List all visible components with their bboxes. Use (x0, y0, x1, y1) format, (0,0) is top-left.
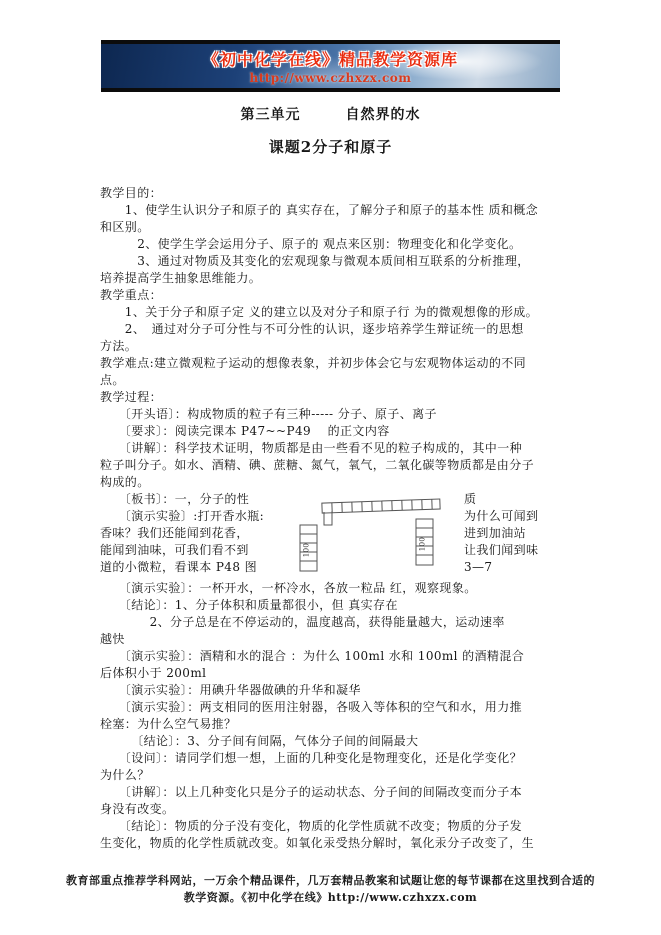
text-line: 栓塞：为什么空气易推？ (100, 717, 237, 731)
text-line: 2、 通过对分子可分性与不可分性的认识，逐步培养学生辩证统一的思想 (100, 322, 524, 336)
text-line: 教学目的： (100, 186, 163, 200)
cylinder-scale-label-right: 100 (418, 536, 427, 552)
text-line: 粒子叫分子。如水、酒精、碘、蔗糖、氮气，氧气，二氧化碳等物质都是由分子 (100, 458, 535, 472)
text-line: 教学过程： (100, 390, 163, 404)
text-line: 生变化，物质的化学性质就改变。如氧化汞受热分解时，氧化汞分子改变了，生 (100, 836, 535, 850)
text-line: 香味？我们还能闻到花香， (100, 526, 249, 540)
text-line: 构成的。 (100, 475, 150, 489)
text-line: 能闻到油味，可我们看不到 (100, 543, 249, 557)
banner-artwork (101, 44, 560, 88)
text-line: 〔演示实验〕:打开香水瓶: (100, 509, 265, 523)
diagram-figure (292, 491, 464, 580)
text-line: 方法。 (100, 339, 138, 353)
banner-url-link[interactable]: http://www.czhxzx.com (249, 71, 412, 85)
text-line: 质 (464, 492, 477, 506)
paragraphs-bottom (100, 580, 564, 852)
text-line: 1、使学生认识分子和原子的 真实存在，了解分子和原子的基本性 质和概念 (100, 203, 539, 217)
footer-url-link[interactable]: http://www.czhxzx.com (327, 891, 478, 904)
diagram-block (100, 491, 564, 580)
text-line: 培养提高学生抽象思维能力。 (100, 271, 262, 285)
text-line: 〔板书〕：一，分子的性 (100, 492, 250, 506)
text-line: 教学重点： (100, 288, 163, 302)
text-line: 让我们闻到味 (464, 543, 539, 557)
text-line: 身没有改变。 (100, 802, 175, 816)
text-line: 2、使学生学会运用分子、原子的 观点来区别：物理变化和化学变化。 (100, 237, 522, 251)
text-line: 〔讲解〕：以上几种变化只是分子的运动状态、分子间的间隔改变而分子本 (100, 785, 523, 799)
unit-heading: 第三单元 自然界的水 (240, 107, 421, 123)
text-line: 道的小微粒，看课本 P48 图 (100, 560, 257, 574)
footer-text: 教学资源。《初中化学在线》 (183, 891, 328, 904)
cylinder-scale-label-left: 100 (302, 542, 311, 558)
text-line: 〔演示实验〕：一杯开水，一杯冷水，各放一粒品 红，观察现象。 (100, 581, 477, 595)
footer-line-1: 教育部重点推荐学科网站，一万余个精品课件，几万套精品教案和试题让您的每节课都在这里找到合适的 (66, 874, 595, 887)
text-line: 和区别。 (100, 220, 150, 234)
text-line: 后体积小于 200ml (100, 666, 207, 680)
text-line: 进到加油站 (464, 526, 527, 540)
molecule-experiment-diagram (292, 493, 444, 575)
text-line: 〔开头语〕：构成物质的粒子有三种----- 分子、原子、离子 (100, 407, 437, 421)
page-footer (0, 872, 661, 906)
text-line: 〔演示实验〕：用碘升华器做碘的升华和凝华 (100, 683, 361, 697)
horizontal-tube (322, 499, 440, 513)
text-line: 1、关于分子和原子定 义的建立以及对分子和原子行 为的微观想像的形成。 (100, 305, 539, 319)
text-line: 〔结论〕：1、分子体积和质量都很小，但 真实存在 (100, 598, 398, 612)
text-line: 3、通过对物质及其变化的宏观现象与微观本质间相互联系的分析推理， (100, 254, 530, 268)
site-banner (101, 40, 560, 92)
text-line: 〔结论〕：物质的分子没有变化，物质的化学性质就不改变；物质的分子发 (100, 819, 523, 833)
footer-line-2 (0, 889, 661, 906)
text-line: 为什么可闻到 (464, 509, 539, 523)
text-line: 〔演示实验〕：酒精和水的混合 ：为什么 100ml 水和 100ml 的酒精混合 (100, 649, 525, 663)
text-line: 〔要求〕：阅读完课本 P47~~P49 的正文内容 (100, 424, 390, 438)
diagram-right-text (464, 491, 564, 580)
text-line: 〔设问〕：请同学们想一想，上面的几种变化是物理变化，还是化学变化？ (100, 751, 523, 765)
topic-heading: 课题2分子和原子 (268, 138, 393, 156)
text-line: 越快 (100, 632, 125, 646)
text-line: 为什么？ (100, 768, 150, 782)
paragraphs-top (100, 185, 564, 491)
text-line: 〔讲解〕：科学技术证明，物质都是由一些看不见的粒子构成的，其中一种 (100, 441, 523, 455)
text-line: 〔结论〕：3、分子间有间隔，气体分子间的间隔最大 (100, 734, 419, 748)
text-line: 点。 (100, 373, 125, 387)
text-line: 3—7 (464, 560, 493, 574)
document-body (100, 185, 564, 852)
diagram-left-text (100, 491, 292, 580)
text-line: 教学难点:建立微观粒子运动的想像表象，并初步体会它与宏观物体运动的不同 (100, 356, 527, 370)
text-line: 〔演示实验〕：两支相同的医用注射器，各吸入等体积的空气和水，用力推 (100, 700, 523, 714)
text-line: 2、分子总是在不停运动的，温度越高，获得能量越大，运动速率 (100, 615, 505, 629)
banner-title: 《初中化学在线》精品教学资源库 (202, 50, 458, 69)
